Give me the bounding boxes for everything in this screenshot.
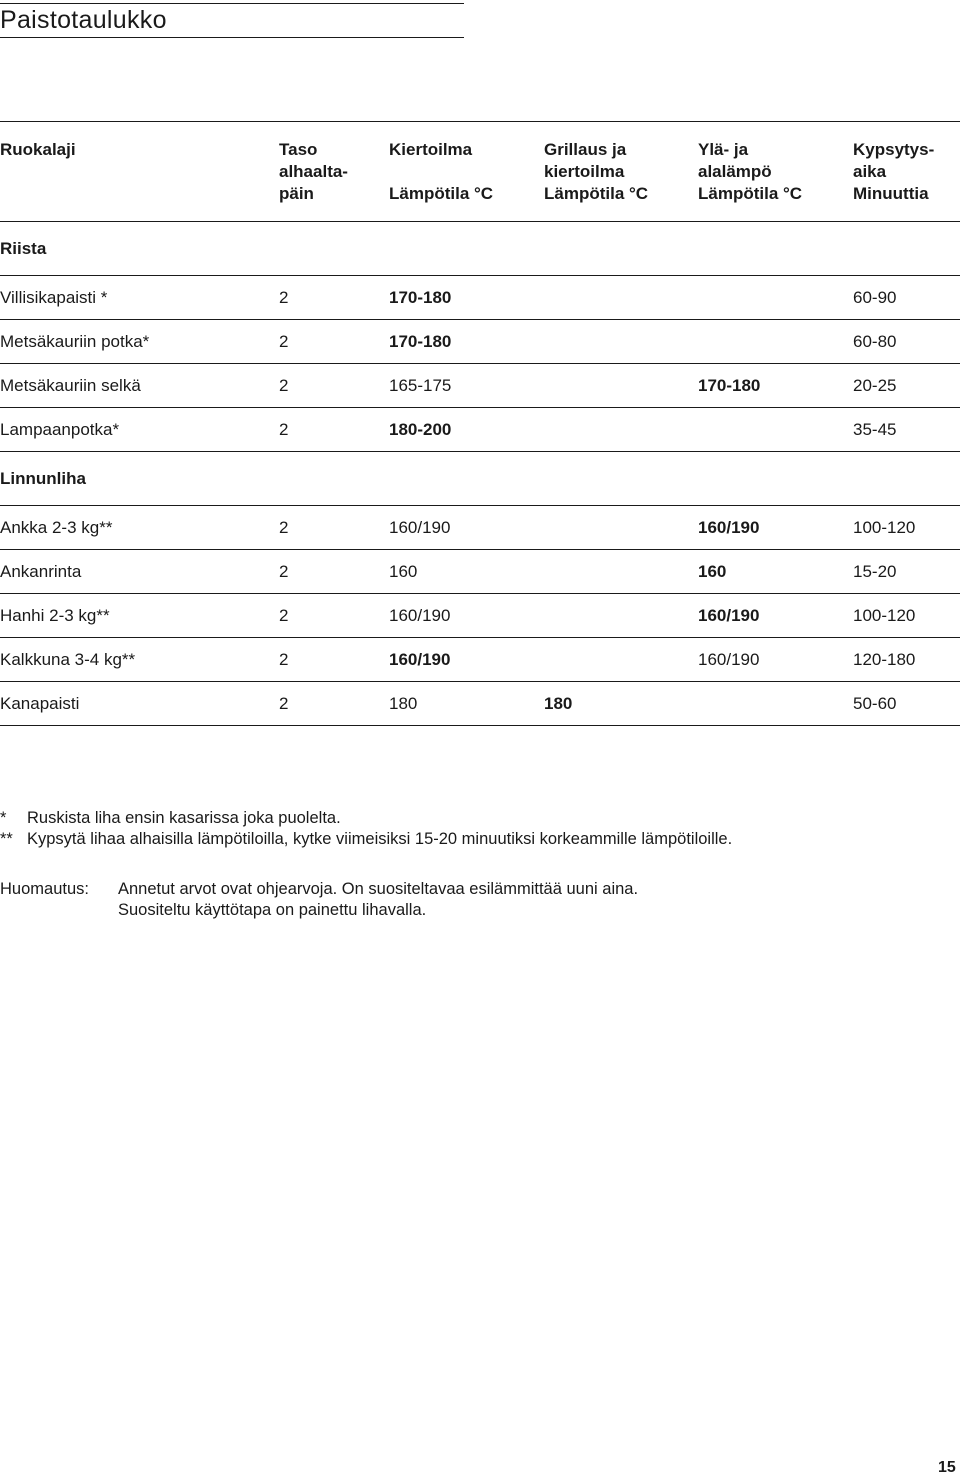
table-cell xyxy=(544,638,698,682)
table-row xyxy=(0,550,960,594)
remark-line: Suositeltu käyttötapa on painettu lihavalla. xyxy=(118,901,427,919)
column-header-line: Lämpötila °C xyxy=(698,184,803,203)
column-header-line xyxy=(389,161,544,183)
page-title: Paistotaulukko xyxy=(0,6,167,34)
table-cell: Kalkkuna 3-4 kg** xyxy=(0,649,136,669)
table-row xyxy=(0,594,960,638)
table-cell: 180 xyxy=(544,693,573,713)
table-cell: 160/190 xyxy=(698,649,760,669)
section-title: Riista xyxy=(0,238,47,258)
column-header xyxy=(0,122,279,222)
section-row xyxy=(0,222,960,276)
column-header-line: alalämpö xyxy=(698,162,772,181)
table-cell: 2 xyxy=(279,561,289,581)
table-cell: 2 xyxy=(279,375,289,395)
table-cell xyxy=(544,550,698,594)
table-cell: Metsäkauriin selkä xyxy=(0,375,141,395)
table-cell: 160/190 xyxy=(698,517,760,537)
column-header-line: Minuuttia xyxy=(853,184,929,203)
column-header-line: Lämpötila °C xyxy=(389,184,494,203)
footnotes xyxy=(0,808,732,850)
column-header xyxy=(853,122,960,222)
table-cell: 160 xyxy=(389,561,418,581)
footnote xyxy=(0,808,732,829)
table-cell: 35-45 xyxy=(853,419,897,439)
table-cell: 50-60 xyxy=(853,693,897,713)
table-cell: Lampaanpotka* xyxy=(0,419,120,439)
table-cell: 120-180 xyxy=(853,649,916,669)
column-header xyxy=(389,122,544,222)
table-row xyxy=(0,638,960,682)
table-cell: 160/190 xyxy=(389,649,451,669)
table-row xyxy=(0,276,960,320)
table-row xyxy=(0,682,960,726)
table-cell: 180-200 xyxy=(389,419,452,439)
footnote xyxy=(0,829,732,850)
table-cell xyxy=(544,276,698,320)
page-number: 15 xyxy=(938,1459,956,1476)
column-header-line: aika xyxy=(853,162,887,181)
table-cell: 160/190 xyxy=(389,605,451,625)
table-cell: 170-180 xyxy=(698,375,761,395)
table-cell: 170-180 xyxy=(389,331,452,351)
column-header-line: päin xyxy=(279,184,314,203)
table-cell: 2 xyxy=(279,287,289,307)
table-cell: 170-180 xyxy=(389,287,452,307)
table-cell: Metsäkauriin potka* xyxy=(0,331,150,351)
table-cell xyxy=(698,408,853,452)
table-row xyxy=(0,320,960,364)
table-header-row xyxy=(0,122,960,222)
table-row xyxy=(0,408,960,452)
table-cell: 2 xyxy=(279,517,289,537)
table-cell: 100-120 xyxy=(853,605,916,625)
table-cell xyxy=(544,506,698,550)
column-header-line: Lämpötila °C xyxy=(544,184,649,203)
column-header-line: Grillaus ja xyxy=(544,140,627,159)
column-header-line: Kiertoilma xyxy=(389,140,473,159)
section-row xyxy=(0,452,960,506)
table-cell: 2 xyxy=(279,419,289,439)
footnote-mark: ** xyxy=(0,830,13,848)
table-row xyxy=(0,364,960,408)
column-header-line: Ylä- ja xyxy=(698,140,749,159)
footnote-mark: * xyxy=(0,809,7,827)
table-cell: 20-25 xyxy=(853,375,897,395)
table-cell xyxy=(698,276,853,320)
remark-line: Annetut arvot ovat ohjearvoja. On suositeltavaa esilämmittää uuni aina. xyxy=(118,880,639,898)
remark-text xyxy=(118,879,638,921)
table-cell: 2 xyxy=(279,605,289,625)
roasting-table xyxy=(0,121,960,726)
remark-label: Huomautus: xyxy=(0,880,89,898)
table-cell xyxy=(544,320,698,364)
column-header xyxy=(279,122,389,222)
table-cell: 2 xyxy=(279,649,289,669)
table-cell: Kanapaisti xyxy=(0,693,80,713)
table-cell: 160/190 xyxy=(698,605,760,625)
table-row xyxy=(0,506,960,550)
footnote-text: Kypsytä lihaa alhaisilla lämpötiloilla, kytke viimeisiksi 15-20 minuutiksi korkeammille lämpötiloille. xyxy=(27,830,733,848)
table-cell: 180 xyxy=(389,693,418,713)
table-cell xyxy=(544,408,698,452)
column-header-line: Taso xyxy=(279,140,318,159)
table-body xyxy=(0,222,960,726)
remark xyxy=(0,879,638,921)
section-title: Linnunliha xyxy=(0,468,86,488)
table-cell xyxy=(698,682,853,726)
column-header xyxy=(698,122,853,222)
column-header-line: Kypsytys- xyxy=(853,140,935,159)
column-header xyxy=(544,122,698,222)
table-cell: 60-90 xyxy=(853,287,897,307)
table-cell: 60-80 xyxy=(853,331,897,351)
table-cell: Ankanrinta xyxy=(0,561,82,581)
table-cell: 165-175 xyxy=(389,375,452,395)
table-cell: 2 xyxy=(279,331,289,351)
column-header-line: kiertoilma xyxy=(544,162,625,181)
table-cell xyxy=(544,594,698,638)
top-rule-1 xyxy=(0,3,464,4)
column-header-line: Ruokalaji xyxy=(0,140,76,159)
top-rule-2 xyxy=(0,37,464,38)
table-cell xyxy=(544,364,698,408)
table-cell: 160 xyxy=(698,561,727,581)
table-cell: Villisikapaisti * xyxy=(0,287,108,307)
column-header-line: alhaalta- xyxy=(279,162,348,181)
table-cell: Hanhi 2-3 kg** xyxy=(0,605,110,625)
table-cell: 15-20 xyxy=(853,561,897,581)
table-cell xyxy=(698,320,853,364)
table-cell: Ankka 2-3 kg** xyxy=(0,517,113,537)
footnote-text: Ruskista liha ensin kasarissa joka puolelta. xyxy=(27,809,341,827)
table-cell: 2 xyxy=(279,693,289,713)
table-cell: 160/190 xyxy=(389,517,451,537)
table-cell: 100-120 xyxy=(853,517,916,537)
